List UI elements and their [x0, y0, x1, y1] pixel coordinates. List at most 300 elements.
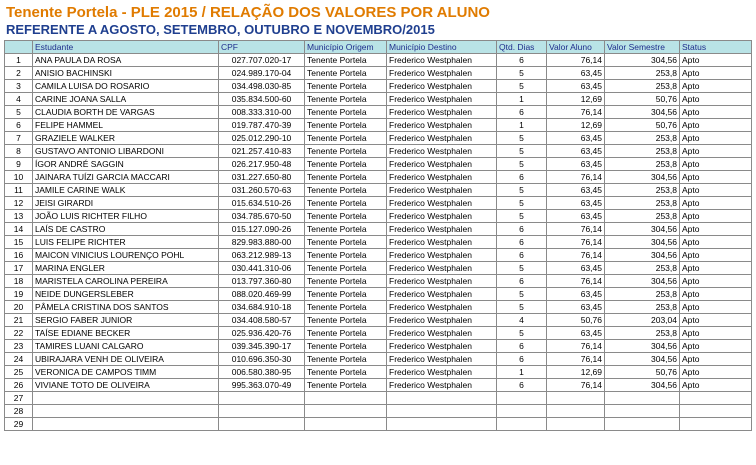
- semester-cell: 253,8: [605, 210, 680, 223]
- cpf-cell: 034.785.670-50: [219, 210, 305, 223]
- semester-cell: 253,8: [605, 288, 680, 301]
- status-cell: Apto: [680, 379, 752, 392]
- table-row: [5, 301, 752, 314]
- cpf-cell: 039.345.390-17: [219, 340, 305, 353]
- empty-cell: [219, 405, 305, 418]
- semester-cell: 253,8: [605, 67, 680, 80]
- table-row: [5, 288, 752, 301]
- status-cell: Apto: [680, 288, 752, 301]
- table-row: [5, 262, 752, 275]
- destination-cell: Frederico Westphalen: [387, 249, 497, 262]
- cpf-cell: 025.012.290-10: [219, 132, 305, 145]
- empty-row: [5, 405, 752, 418]
- destination-cell: Frederico Westphalen: [387, 314, 497, 327]
- empty-cell: [305, 405, 387, 418]
- student-name: JAMILE CARINE WALK: [33, 184, 219, 197]
- student-name: ANA PAULA DA ROSA: [33, 54, 219, 67]
- status-cell: Apto: [680, 145, 752, 158]
- status-cell: Apto: [680, 262, 752, 275]
- table-row: [5, 171, 752, 184]
- status-cell: Apto: [680, 210, 752, 223]
- value-cell: 63,45: [547, 80, 605, 93]
- origin-cell: Tenente Portela: [305, 327, 387, 340]
- student-name: MAICON VINICIUS LOURENÇO POHL: [33, 249, 219, 262]
- days-cell: 6: [497, 379, 547, 392]
- destination-cell: Frederico Westphalen: [387, 171, 497, 184]
- row-number: 28: [5, 405, 33, 418]
- empty-cell: [497, 418, 547, 431]
- status-cell: Apto: [680, 93, 752, 106]
- semester-cell: 253,8: [605, 80, 680, 93]
- empty-cell: [497, 392, 547, 405]
- empty-cell: [219, 392, 305, 405]
- row-number: 11: [5, 184, 33, 197]
- value-cell: 76,14: [547, 379, 605, 392]
- header-estudante: Estudante: [33, 41, 219, 54]
- semester-cell: 50,76: [605, 119, 680, 132]
- table-row: [5, 158, 752, 171]
- origin-cell: Tenente Portela: [305, 275, 387, 288]
- destination-cell: Frederico Westphalen: [387, 93, 497, 106]
- row-number: 14: [5, 223, 33, 236]
- origin-cell: Tenente Portela: [305, 80, 387, 93]
- destination-cell: Frederico Westphalen: [387, 340, 497, 353]
- document-subtitle: REFERENTE A AGOSTO, SETEMBRO, OUTUBRO E NOVEMBRO/2015: [6, 22, 435, 37]
- value-cell: 63,45: [547, 262, 605, 275]
- cpf-cell: 010.696.350-30: [219, 353, 305, 366]
- cpf-cell: 019.787.470-39: [219, 119, 305, 132]
- table-row: [5, 353, 752, 366]
- student-name: LAÍS DE CASTRO: [33, 223, 219, 236]
- cpf-cell: 031.227.650-80: [219, 171, 305, 184]
- status-cell: Apto: [680, 54, 752, 67]
- days-cell: 6: [497, 54, 547, 67]
- empty-cell: [547, 392, 605, 405]
- value-cell: 76,14: [547, 54, 605, 67]
- row-number: 9: [5, 158, 33, 171]
- origin-cell: Tenente Portela: [305, 145, 387, 158]
- row-number: 2: [5, 67, 33, 80]
- value-cell: 76,14: [547, 171, 605, 184]
- empty-cell: [547, 418, 605, 431]
- row-number: 18: [5, 275, 33, 288]
- status-cell: Apto: [680, 106, 752, 119]
- value-cell: 76,14: [547, 236, 605, 249]
- table-row: [5, 275, 752, 288]
- semester-cell: 304,56: [605, 340, 680, 353]
- days-cell: 6: [497, 236, 547, 249]
- value-cell: 63,45: [547, 145, 605, 158]
- status-cell: Apto: [680, 301, 752, 314]
- semester-cell: 203,04: [605, 314, 680, 327]
- row-number: 21: [5, 314, 33, 327]
- cpf-cell: 015.127.090-26: [219, 223, 305, 236]
- origin-cell: Tenente Portela: [305, 210, 387, 223]
- days-cell: 5: [497, 288, 547, 301]
- destination-cell: Frederico Westphalen: [387, 132, 497, 145]
- student-name: ÍGOR ANDRÉ SAGGIN: [33, 158, 219, 171]
- destination-cell: Frederico Westphalen: [387, 236, 497, 249]
- student-name: CARINE JOANA SALLA: [33, 93, 219, 106]
- destination-cell: Frederico Westphalen: [387, 145, 497, 158]
- row-number: 27: [5, 392, 33, 405]
- cpf-cell: 034.408.580-57: [219, 314, 305, 327]
- destination-cell: Frederico Westphalen: [387, 223, 497, 236]
- header-municipio-origem: Município Origem: [305, 41, 387, 54]
- student-name: NEIDE DUNGERSLEBER: [33, 288, 219, 301]
- origin-cell: Tenente Portela: [305, 353, 387, 366]
- origin-cell: Tenente Portela: [305, 249, 387, 262]
- cpf-cell: 013.797.360-80: [219, 275, 305, 288]
- semester-cell: 304,56: [605, 54, 680, 67]
- table-row: [5, 80, 752, 93]
- student-name: CAMILA LUISA DO ROSARIO: [33, 80, 219, 93]
- cpf-cell: 829.983.880-00: [219, 236, 305, 249]
- days-cell: 4: [497, 314, 547, 327]
- value-cell: 50,76: [547, 314, 605, 327]
- table-row: [5, 314, 752, 327]
- empty-row: [5, 418, 752, 431]
- table-row: [5, 54, 752, 67]
- destination-cell: Frederico Westphalen: [387, 288, 497, 301]
- semester-cell: 253,8: [605, 158, 680, 171]
- semester-cell: 253,8: [605, 184, 680, 197]
- student-name: JAINARA TUÍZI GARCIA MACCARI: [33, 171, 219, 184]
- value-cell: 76,14: [547, 249, 605, 262]
- row-number: 16: [5, 249, 33, 262]
- students-table: [4, 40, 752, 431]
- student-name: TAMIRES LUANI CALGARO: [33, 340, 219, 353]
- cpf-cell: 008.333.310-00: [219, 106, 305, 119]
- days-cell: 5: [497, 301, 547, 314]
- origin-cell: Tenente Portela: [305, 366, 387, 379]
- origin-cell: Tenente Portela: [305, 106, 387, 119]
- destination-cell: Frederico Westphalen: [387, 67, 497, 80]
- empty-cell: [680, 405, 752, 418]
- days-cell: 6: [497, 106, 547, 119]
- student-name: MARISTELA CAROLINA PEREIRA: [33, 275, 219, 288]
- table-row: [5, 93, 752, 106]
- row-number: 1: [5, 54, 33, 67]
- value-cell: 76,14: [547, 275, 605, 288]
- destination-cell: Frederico Westphalen: [387, 80, 497, 93]
- empty-cell: [387, 405, 497, 418]
- empty-cell: [305, 392, 387, 405]
- semester-cell: 304,56: [605, 275, 680, 288]
- semester-cell: 50,76: [605, 366, 680, 379]
- row-number: 5: [5, 106, 33, 119]
- origin-cell: Tenente Portela: [305, 340, 387, 353]
- status-cell: Apto: [680, 353, 752, 366]
- days-cell: 5: [497, 132, 547, 145]
- row-number: 6: [5, 119, 33, 132]
- row-number: 3: [5, 80, 33, 93]
- value-cell: 63,45: [547, 184, 605, 197]
- value-cell: 63,45: [547, 158, 605, 171]
- semester-cell: 253,8: [605, 262, 680, 275]
- empty-cell: [219, 418, 305, 431]
- days-cell: 5: [497, 158, 547, 171]
- row-number: 26: [5, 379, 33, 392]
- table-row: [5, 132, 752, 145]
- table-row: [5, 379, 752, 392]
- origin-cell: Tenente Portela: [305, 171, 387, 184]
- value-cell: 76,14: [547, 106, 605, 119]
- cpf-cell: 024.989.170-04: [219, 67, 305, 80]
- destination-cell: Frederico Westphalen: [387, 301, 497, 314]
- days-cell: 5: [497, 262, 547, 275]
- value-cell: 12,69: [547, 119, 605, 132]
- empty-cell: [33, 405, 219, 418]
- student-name: CLAUDIA BORTH DE VARGAS: [33, 106, 219, 119]
- table-row: [5, 340, 752, 353]
- empty-cell: [680, 392, 752, 405]
- status-cell: Apto: [680, 132, 752, 145]
- header-valor-aluno: Valor Aluno: [547, 41, 605, 54]
- semester-cell: 304,56: [605, 223, 680, 236]
- destination-cell: Frederico Westphalen: [387, 210, 497, 223]
- cpf-cell: 031.260.570-63: [219, 184, 305, 197]
- row-number: 10: [5, 171, 33, 184]
- days-cell: 5: [497, 327, 547, 340]
- origin-cell: Tenente Portela: [305, 236, 387, 249]
- value-cell: 12,69: [547, 366, 605, 379]
- empty-cell: [605, 392, 680, 405]
- semester-cell: 50,76: [605, 93, 680, 106]
- row-number: 20: [5, 301, 33, 314]
- row-number: 19: [5, 288, 33, 301]
- row-number: 7: [5, 132, 33, 145]
- header-status: Status: [680, 41, 752, 54]
- header-row: [5, 41, 752, 54]
- student-name: LUIS FELIPE RICHTER: [33, 236, 219, 249]
- cpf-cell: 006.580.380-95: [219, 366, 305, 379]
- days-cell: 6: [497, 249, 547, 262]
- semester-cell: 253,8: [605, 145, 680, 158]
- student-name: TAÍSE EDIANE BECKER: [33, 327, 219, 340]
- status-cell: Apto: [680, 340, 752, 353]
- table-row: [5, 119, 752, 132]
- table-row: [5, 223, 752, 236]
- table-body: [5, 54, 752, 431]
- table-row: [5, 327, 752, 340]
- empty-cell: [33, 418, 219, 431]
- origin-cell: Tenente Portela: [305, 158, 387, 171]
- status-cell: Apto: [680, 236, 752, 249]
- days-cell: 5: [497, 145, 547, 158]
- header-cpf: CPF: [219, 41, 305, 54]
- header-index: [5, 41, 33, 54]
- cpf-cell: 063.212.989-13: [219, 249, 305, 262]
- row-number: 22: [5, 327, 33, 340]
- origin-cell: Tenente Portela: [305, 288, 387, 301]
- status-cell: Apto: [680, 223, 752, 236]
- student-name: SERGIO FABER JUNIOR: [33, 314, 219, 327]
- row-number: 24: [5, 353, 33, 366]
- days-cell: 6: [497, 340, 547, 353]
- cpf-cell: 026.217.950-48: [219, 158, 305, 171]
- cpf-cell: 995.363.070-49: [219, 379, 305, 392]
- student-name: GUSTAVO ANTONIO LIBARDONI: [33, 145, 219, 158]
- student-name: VIVIANE TOTO DE OLIVEIRA: [33, 379, 219, 392]
- status-cell: Apto: [680, 327, 752, 340]
- status-cell: Apto: [680, 366, 752, 379]
- status-cell: Apto: [680, 80, 752, 93]
- row-number: 25: [5, 366, 33, 379]
- value-cell: 63,45: [547, 210, 605, 223]
- value-cell: 63,45: [547, 288, 605, 301]
- status-cell: Apto: [680, 249, 752, 262]
- days-cell: 6: [497, 223, 547, 236]
- semester-cell: 253,8: [605, 197, 680, 210]
- origin-cell: Tenente Portela: [305, 262, 387, 275]
- document-title: Tenente Portela - PLE 2015 / RELAÇÃO DOS VALORES POR ALUNO: [6, 4, 490, 21]
- table-row: [5, 197, 752, 210]
- header-qtd-dias: Qtd. Dias: [497, 41, 547, 54]
- days-cell: 1: [497, 119, 547, 132]
- status-cell: Apto: [680, 314, 752, 327]
- cpf-cell: 034.684.910-18: [219, 301, 305, 314]
- destination-cell: Frederico Westphalen: [387, 353, 497, 366]
- value-cell: 76,14: [547, 340, 605, 353]
- status-cell: Apto: [680, 184, 752, 197]
- destination-cell: Frederico Westphalen: [387, 54, 497, 67]
- row-number: 13: [5, 210, 33, 223]
- table-row: [5, 106, 752, 119]
- value-cell: 63,45: [547, 327, 605, 340]
- cpf-cell: 088.020.469-99: [219, 288, 305, 301]
- semester-cell: 304,56: [605, 236, 680, 249]
- student-name: GRAZIELE WALKER: [33, 132, 219, 145]
- days-cell: 1: [497, 366, 547, 379]
- empty-row: [5, 392, 752, 405]
- cpf-cell: 025.936.420-76: [219, 327, 305, 340]
- student-name: VERONICA DE CAMPOS TIMM: [33, 366, 219, 379]
- cpf-cell: 021.257.410-83: [219, 145, 305, 158]
- origin-cell: Tenente Portela: [305, 301, 387, 314]
- table-row: [5, 184, 752, 197]
- status-cell: Apto: [680, 197, 752, 210]
- destination-cell: Frederico Westphalen: [387, 106, 497, 119]
- value-cell: 63,45: [547, 197, 605, 210]
- days-cell: 1: [497, 93, 547, 106]
- header-valor-semestre: Valor Semestre: [605, 41, 680, 54]
- row-number: 4: [5, 93, 33, 106]
- student-name: JOÃO LUIS RICHTER FILHO: [33, 210, 219, 223]
- destination-cell: Frederico Westphalen: [387, 197, 497, 210]
- semester-cell: 253,8: [605, 327, 680, 340]
- semester-cell: 304,56: [605, 353, 680, 366]
- days-cell: 5: [497, 210, 547, 223]
- table-row: [5, 210, 752, 223]
- row-number: 23: [5, 340, 33, 353]
- origin-cell: Tenente Portela: [305, 93, 387, 106]
- origin-cell: Tenente Portela: [305, 67, 387, 80]
- cpf-cell: 030.441.310-06: [219, 262, 305, 275]
- value-cell: 76,14: [547, 353, 605, 366]
- empty-cell: [605, 418, 680, 431]
- origin-cell: Tenente Portela: [305, 132, 387, 145]
- cpf-cell: 035.834.500-60: [219, 93, 305, 106]
- days-cell: 6: [497, 275, 547, 288]
- empty-cell: [305, 418, 387, 431]
- semester-cell: 304,56: [605, 106, 680, 119]
- row-number: 12: [5, 197, 33, 210]
- cpf-cell: 027.707.020-17: [219, 54, 305, 67]
- student-name: JEISI GIRARDI: [33, 197, 219, 210]
- table-row: [5, 67, 752, 80]
- days-cell: 6: [497, 353, 547, 366]
- value-cell: 76,14: [547, 223, 605, 236]
- days-cell: 5: [497, 67, 547, 80]
- header-municipio-destino: Município Destino: [387, 41, 497, 54]
- row-number: 8: [5, 145, 33, 158]
- empty-cell: [33, 392, 219, 405]
- table-row: [5, 249, 752, 262]
- semester-cell: 253,8: [605, 301, 680, 314]
- semester-cell: 304,56: [605, 379, 680, 392]
- row-number: 15: [5, 236, 33, 249]
- origin-cell: Tenente Portela: [305, 54, 387, 67]
- destination-cell: Frederico Westphalen: [387, 184, 497, 197]
- status-cell: Apto: [680, 119, 752, 132]
- value-cell: 63,45: [547, 301, 605, 314]
- destination-cell: Frederico Westphalen: [387, 327, 497, 340]
- table-row: [5, 366, 752, 379]
- table-row: [5, 145, 752, 158]
- days-cell: 5: [497, 80, 547, 93]
- origin-cell: Tenente Portela: [305, 223, 387, 236]
- cpf-cell: 034.498.030-85: [219, 80, 305, 93]
- row-number: 29: [5, 418, 33, 431]
- empty-cell: [387, 392, 497, 405]
- value-cell: 63,45: [547, 132, 605, 145]
- empty-cell: [605, 405, 680, 418]
- origin-cell: Tenente Portela: [305, 119, 387, 132]
- cpf-cell: 015.634.510-26: [219, 197, 305, 210]
- semester-cell: 253,8: [605, 132, 680, 145]
- days-cell: 5: [497, 184, 547, 197]
- student-name: MARINA ENGLER: [33, 262, 219, 275]
- destination-cell: Frederico Westphalen: [387, 379, 497, 392]
- student-name: PÂMELA CRISTINA DOS SANTOS: [33, 301, 219, 314]
- destination-cell: Frederico Westphalen: [387, 366, 497, 379]
- origin-cell: Tenente Portela: [305, 314, 387, 327]
- empty-cell: [497, 405, 547, 418]
- table-row: [5, 236, 752, 249]
- student-name: UBIRAJARA VENH DE OLIVEIRA: [33, 353, 219, 366]
- origin-cell: Tenente Portela: [305, 184, 387, 197]
- student-name: FELIPE HAMMEL: [33, 119, 219, 132]
- destination-cell: Frederico Westphalen: [387, 119, 497, 132]
- value-cell: 12,69: [547, 93, 605, 106]
- empty-cell: [680, 418, 752, 431]
- origin-cell: Tenente Portela: [305, 197, 387, 210]
- semester-cell: 304,56: [605, 249, 680, 262]
- empty-cell: [387, 418, 497, 431]
- destination-cell: Frederico Westphalen: [387, 158, 497, 171]
- destination-cell: Frederico Westphalen: [387, 262, 497, 275]
- empty-cell: [547, 405, 605, 418]
- row-number: 17: [5, 262, 33, 275]
- origin-cell: Tenente Portela: [305, 379, 387, 392]
- student-name: ANISIO BACHINSKI: [33, 67, 219, 80]
- semester-cell: 304,56: [605, 171, 680, 184]
- destination-cell: Frederico Westphalen: [387, 275, 497, 288]
- value-cell: 63,45: [547, 67, 605, 80]
- days-cell: 5: [497, 197, 547, 210]
- status-cell: Apto: [680, 171, 752, 184]
